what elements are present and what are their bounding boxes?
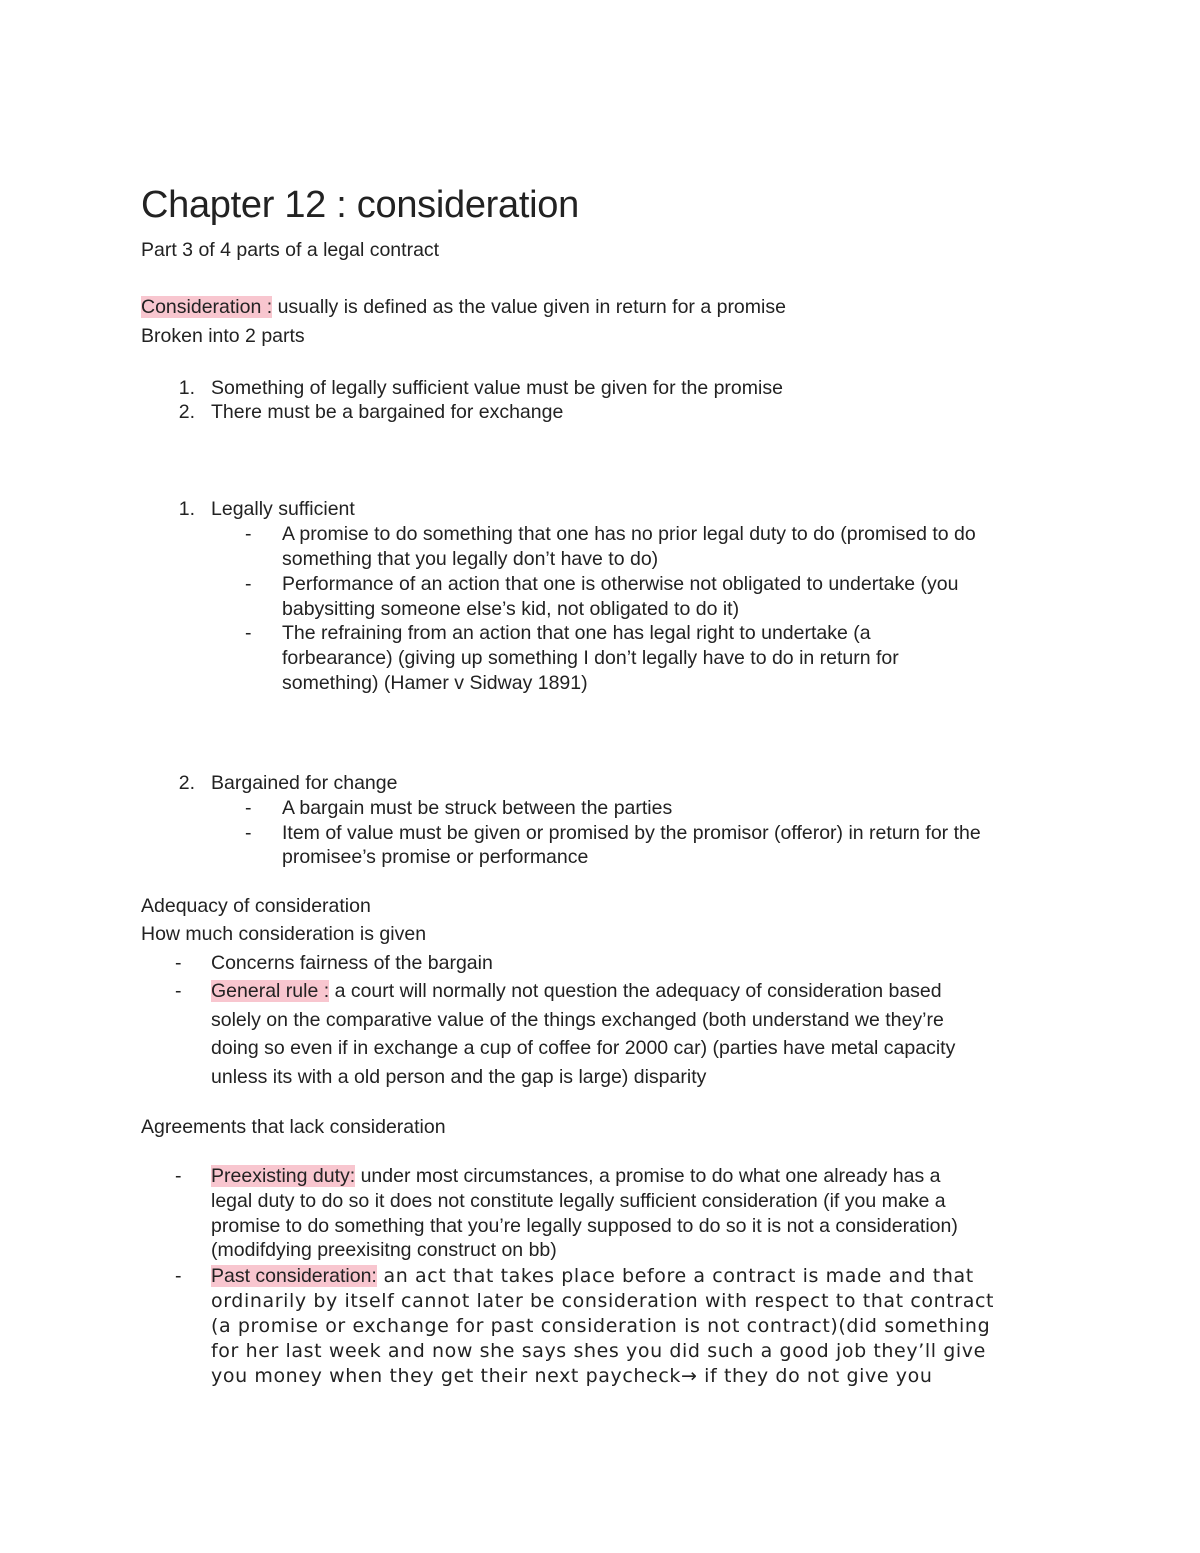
list-item-continuation: something) (Hamer v Sidway 1891) xyxy=(282,672,588,694)
bullet-dash: - xyxy=(245,573,252,595)
list-number: 1. xyxy=(178,498,195,520)
list-item: A promise to do something that one has no prior legal duty to do (promised to do xyxy=(282,523,976,545)
list-item: Something of legally sufficient value must be given for the promise xyxy=(211,377,783,399)
page-title: Chapter 12 : consideration xyxy=(141,184,579,226)
list-item-continuation: promisee’s promise or performance xyxy=(282,846,589,868)
list-number: 2. xyxy=(178,772,195,794)
list-item: There must be a bargained for exchange xyxy=(211,401,564,423)
list-number: 1. xyxy=(178,377,195,399)
subtitle: Part 3 of 4 parts of a legal contract xyxy=(141,239,440,261)
past-consideration-line xyxy=(211,1264,974,1289)
general-rule-text: a court will normally not question the adequacy of consideration based xyxy=(329,980,942,1002)
definition-line xyxy=(141,295,786,320)
list-item-continuation: solely on the comparative value of the things exchanged (both understand we they’re xyxy=(211,1009,944,1031)
general-rule-line xyxy=(211,979,942,1004)
past-consideration-term-highlight: Past consideration: xyxy=(211,1265,377,1287)
bullet-dash: - xyxy=(175,980,182,1002)
list-item: Item of value must be given or promised by the promisor (offeror) in return for the xyxy=(282,822,981,844)
list-item-continuation: legal duty to do so it does not constitute legally sufficient consideration (if you make a xyxy=(211,1190,946,1212)
list-item: The refraining from an action that one has legal right to undertake (a xyxy=(282,622,871,644)
preexisting-duty-line xyxy=(211,1164,940,1189)
list-item-continuation: something that you legally don’t have to do) xyxy=(282,548,659,570)
list-item-continuation: (modifdying preexisitng construct on bb) xyxy=(211,1239,557,1261)
bullet-dash: - xyxy=(245,523,252,545)
list-item-continuation: you money when they get their next paycheck→ if they do not give you xyxy=(211,1365,933,1387)
preexisting-text: under most circumstances, a promise to do what one already has a xyxy=(355,1165,941,1187)
broken-into-text: Broken into 2 parts xyxy=(141,325,305,347)
adequacy-subheading: How much consideration is given xyxy=(141,923,427,945)
list-item-continuation: promise to do something that you’re legally supposed to do so it is not a consideration) xyxy=(211,1215,958,1237)
list-item-continuation: ordinarily by itself cannot later be consideration with respect to that contract xyxy=(211,1290,995,1312)
bullet-dash: - xyxy=(245,822,252,844)
bullet-dash: - xyxy=(175,1265,182,1287)
list-item-continuation: forbearance) (giving up something I don’t legally have to do in return for xyxy=(282,647,899,669)
list-item-continuation: babysitting someone else’s kid, not obligated to do it) xyxy=(282,598,740,620)
list-number: 2. xyxy=(178,401,195,423)
preexisting-term-highlight: Preexisting duty: xyxy=(211,1165,356,1187)
bullet-dash: - xyxy=(245,797,252,819)
list-item: A bargain must be struck between the parties xyxy=(282,797,673,819)
section-heading-bargained: Bargained for change xyxy=(211,772,398,794)
section-heading-legally-sufficient: Legally sufficient xyxy=(211,498,355,520)
list-item-continuation: (a promise or exchange for past consideration is not contract)(did something xyxy=(211,1315,991,1337)
list-item-continuation: for her last week and now she says shes you did such a good job they’ll give xyxy=(211,1340,986,1362)
list-item: Concerns fairness of the bargain xyxy=(211,952,493,974)
list-item: Performance of an action that one is otherwise not obligated to undertake (you xyxy=(282,573,959,595)
general-rule-term-highlight: General rule : xyxy=(211,980,330,1002)
bullet-dash: - xyxy=(245,622,252,644)
definition-term-highlight: Consideration : xyxy=(141,296,273,318)
definition-text: usually is defined as the value given in return for a promise xyxy=(272,296,786,318)
list-item-continuation: unless its with a old person and the gap is large) disparity xyxy=(211,1066,707,1088)
past-consideration-text: an act that takes place before a contract is made and that xyxy=(376,1265,974,1287)
bullet-dash: - xyxy=(175,1165,182,1187)
list-item-continuation: doing so even if in exchange a cup of coffee for 2000 car) (parties have metal capacity xyxy=(211,1037,956,1059)
bullet-dash: - xyxy=(175,952,182,974)
section-heading-adequacy: Adequacy of consideration xyxy=(141,895,371,917)
section-heading-lack: Agreements that lack consideration xyxy=(141,1116,446,1138)
